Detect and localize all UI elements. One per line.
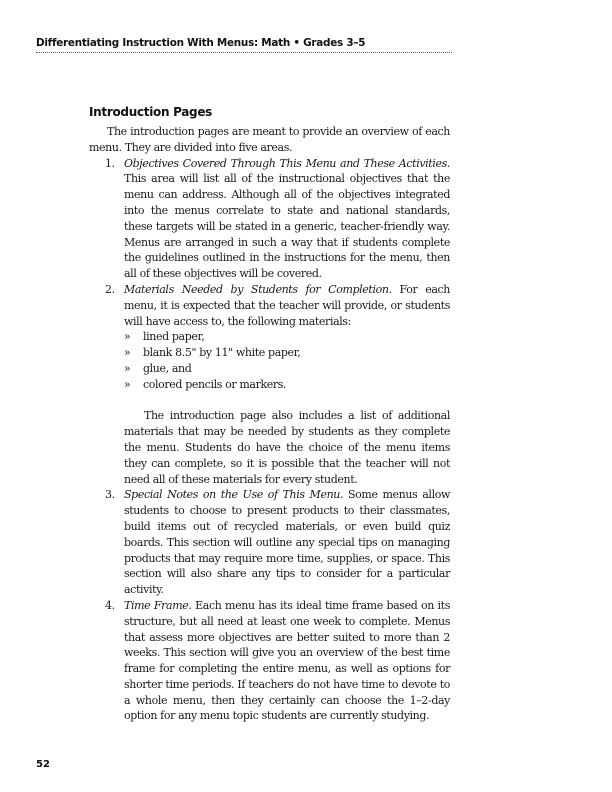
item-text: . Some menus allow students to choose to present products to their classmates, build items out of recycled materials, or even build quiz boards. This section will outline any special tips on managing products that may require more time, supplies, or space. This section will also share any tips to consider for a particular activity. (124, 488, 450, 597)
section-heading: Introduction Pages (89, 105, 213, 119)
material-text: glue, and (143, 361, 192, 375)
materials-list-item (89, 377, 450, 393)
material-text: blank 8.5" by 11" white paper, (143, 346, 301, 360)
material-text: lined paper, (143, 330, 205, 344)
additional-materials-paragraph: The introduction page also includes a list of additional materials that may be needed by students as they complete the menu. Students do have the choice of the menu items they can complete, so it is possible that the teacher will not need all of these materials for every student. (124, 409, 450, 486)
intro-paragraph: The introduction pages are meant to provide an overview of each menu. They are divided into five areas. (89, 125, 450, 154)
item-text: . Each menu has its ideal time frame based on its structure, but all need at least one week to complete. Menus that assess more objectives are better suited to more than 2 weeks. This section will give you an overview of the best time frame for completing the entire menu, as well as options for shorter time periods. If teachers do not have time to devote to a whole menu, then they certainly can choose the 1–2-day option for any menu topic students are currently studying. (124, 598, 450, 723)
list-item-special-notes (89, 487, 450, 598)
item-lead: Objectives Covered Through This Menu and These Activities (124, 156, 447, 170)
item-lead: Materials Needed by Students for Completion (124, 282, 389, 296)
list-item-objectives (89, 156, 450, 282)
materials-list-item (89, 345, 450, 361)
body-text (89, 124, 450, 724)
list-item-time-frame (89, 598, 450, 724)
running-head: Differentiating Instruction With Menus: Math • Grades 3–5 (36, 37, 366, 49)
item-number: 4. (105, 598, 115, 612)
item-number: 1. (105, 156, 115, 170)
item-text: . This area will list all of the instructional objectives that the menu can address. Although all of the objectives integrated into the menus correlate to state and national standards, these targets will be stated in a generic, teacher-friendly way. Menus are arranged in such a way that if students complete the guidelines outlined in the instructions for the menu, then all of these objectives will be covered. (124, 156, 450, 281)
item-lead: Special Notes on the Use of This Menu (124, 488, 340, 502)
bullet-mark: » (124, 377, 131, 391)
materials-list-item (89, 361, 450, 377)
item-lead: Time Frame (124, 598, 189, 612)
header-dotted-rule (36, 52, 452, 53)
item-number: 3. (105, 488, 115, 502)
list-item-materials (89, 282, 450, 329)
paragraph-spacer (89, 393, 450, 409)
bullet-mark: » (124, 330, 131, 344)
materials-list (89, 329, 450, 392)
bullet-mark: » (124, 346, 131, 360)
item-text: . For each menu, it is expected that the teacher will provide, or students will have access to, the following materials: (124, 282, 450, 328)
material-text: colored pencils or markers. (143, 377, 287, 391)
materials-list-item (89, 329, 450, 345)
bullet-mark: » (124, 361, 131, 375)
item-number: 2. (105, 282, 115, 296)
page-number: 52 (36, 759, 50, 770)
